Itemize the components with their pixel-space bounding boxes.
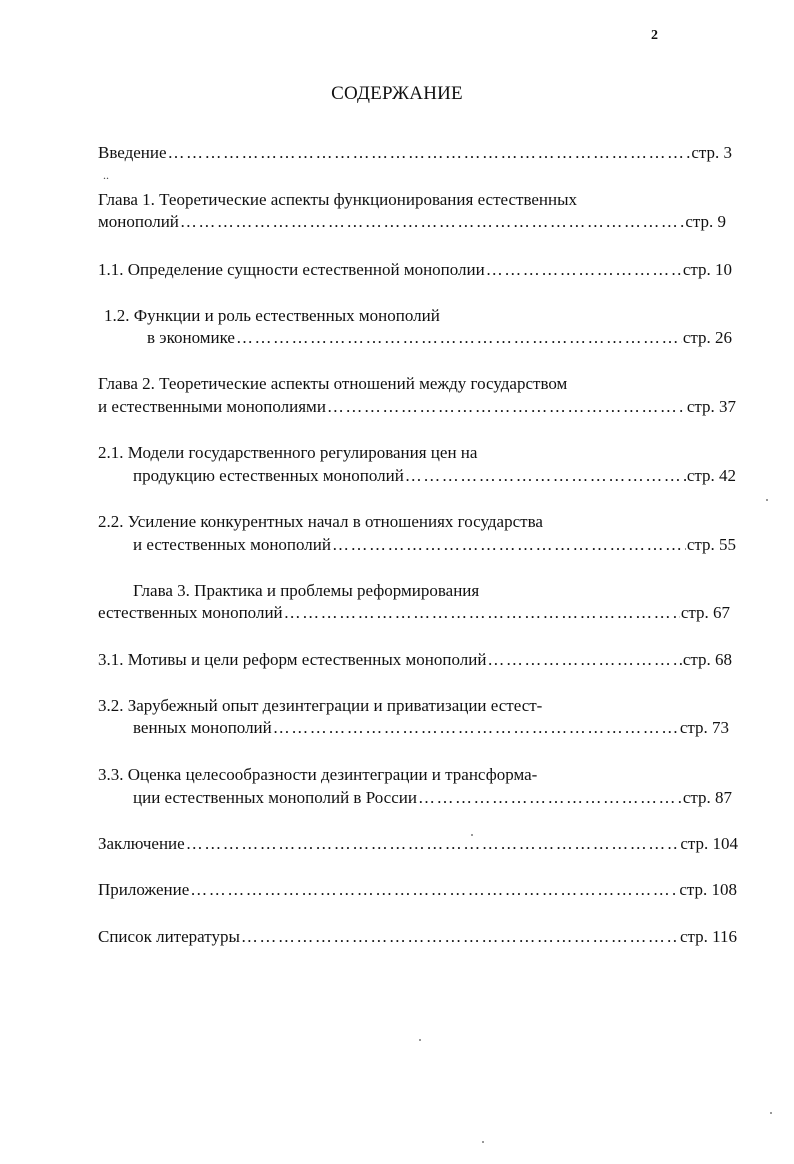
toc-entry-1-1-text: 1.1. Определение сущности естественной монополии (98, 260, 485, 279)
toc-entry-chapter-3 (98, 602, 730, 624)
toc-entry-chapter-2-text: и естественными монополиями (98, 397, 326, 416)
toc-entry-3-3-text: ции естественных монополий в России (133, 788, 417, 807)
toc-entry-appendix-page: стр. 108 (679, 880, 737, 899)
toc-entry-2-2-text: и естественных монополий (133, 535, 331, 554)
toc-entry-1-2-text: в экономике (147, 328, 235, 347)
toc-entry-chapter-2 (98, 396, 736, 418)
toc-entry-references-text: Список литературы (98, 927, 240, 946)
toc-entry-1-2-page: стр. 26 (682, 328, 732, 347)
toc-leader-dots (241, 926, 679, 948)
toc-chapter-3-title: Глава 3. Практика и проблемы реформирования (133, 581, 480, 600)
toc-entry-chapter-2-page: стр. 37 (686, 397, 736, 416)
toc-entry-intro-page: стр. 3 (691, 143, 732, 162)
toc-entry-chapter-1 (98, 211, 726, 233)
toc-section-3-2-title: 3.2. Зарубежный опыт дезинтеграции и приватизации естест- (98, 696, 543, 715)
toc-entry-2-1 (133, 465, 736, 487)
scan-speck (471, 834, 473, 836)
toc-chapter-2-title: Глава 2. Теоретические аспекты отношений между государством (98, 374, 568, 393)
toc-entry-appendix (98, 879, 737, 901)
toc-leader-dots (327, 396, 686, 418)
toc-entry-3-1-text: 3.1. Мотивы и цели реформ естественных монополий (98, 650, 487, 669)
toc-entry-conclusion (98, 833, 738, 855)
toc-leader-dots (168, 142, 691, 164)
toc-entry-appendix-text: Приложение (98, 880, 190, 899)
toc-chapter-1-title: Глава 1. Теоретические аспекты функционирования естественных (98, 190, 578, 209)
toc-leader-dots (190, 879, 678, 901)
toc-entry-3-1 (98, 649, 732, 671)
toc-entry-conclusion-text: Заключение (98, 834, 185, 853)
scan-speck (770, 1112, 772, 1114)
toc-section-3-3-title: 3.3. Оценка целесообразности дезинтеграции и трансформа- (98, 765, 538, 784)
toc-leader-dots (273, 717, 679, 739)
page-title: СОДЕРЖАНИЕ (331, 83, 463, 104)
scan-speck (766, 499, 768, 501)
toc-entry-chapter-3-text: естественных монополий (98, 603, 283, 622)
toc-entry-3-1-page: стр. 68 (682, 650, 732, 669)
toc-entry-chapter-3-page: стр. 67 (680, 603, 730, 622)
toc-leader-dots (180, 211, 684, 233)
toc-entry-intro-text: Введение (98, 143, 167, 162)
toc-entry-3-2-page: стр. 73 (679, 718, 729, 737)
toc-leader-dots (186, 833, 680, 855)
toc-entry-1-1-page: стр. 10 (682, 260, 732, 279)
page-number: 2 (651, 28, 658, 43)
toc-entry-1-2 (147, 327, 732, 349)
toc-entry-chapter-1-text: монополий (98, 212, 179, 231)
toc-leader-dots (486, 259, 682, 281)
toc-entry-2-2 (133, 534, 736, 556)
toc-entry-2-1-page: стр. 42 (686, 466, 736, 485)
toc-entry-references (98, 926, 737, 948)
stray-mark: .. (103, 168, 109, 182)
toc-entry-3-3 (133, 787, 732, 809)
toc-entry-2-2-page: стр. 55 (686, 535, 736, 554)
toc-entry-references-page: стр. 116 (679, 927, 737, 946)
toc-leader-dots (487, 649, 681, 671)
toc-section-2-2-title: 2.2. Усиление конкурентных начал в отношениях государства (98, 512, 543, 531)
toc-entry-3-3-page: стр. 87 (682, 788, 732, 807)
toc-leader-dots (284, 602, 680, 624)
toc-entry-intro (98, 142, 732, 164)
toc-leader-dots (236, 327, 682, 349)
toc-section-2-1-title: 2.1. Модели государственного регулирования цен на (98, 443, 478, 462)
toc-entry-3-2 (133, 717, 729, 739)
toc-entry-chapter-1-page: стр. 9 (685, 212, 726, 231)
toc-leader-dots (332, 534, 686, 556)
scan-speck (419, 1039, 421, 1041)
scan-speck (482, 1141, 484, 1143)
toc-entry-3-2-text: венных монополий (133, 718, 272, 737)
toc-leader-dots (418, 787, 682, 809)
toc-entry-conclusion-page: стр. 104 (680, 834, 738, 853)
toc-entry-2-1-text: продукцию естественных монополий (133, 466, 404, 485)
toc-entry-1-1 (98, 259, 732, 281)
toc-section-1-2-title: 1.2. Функции и роль естественных монополий (104, 306, 440, 325)
toc-leader-dots (405, 465, 686, 487)
